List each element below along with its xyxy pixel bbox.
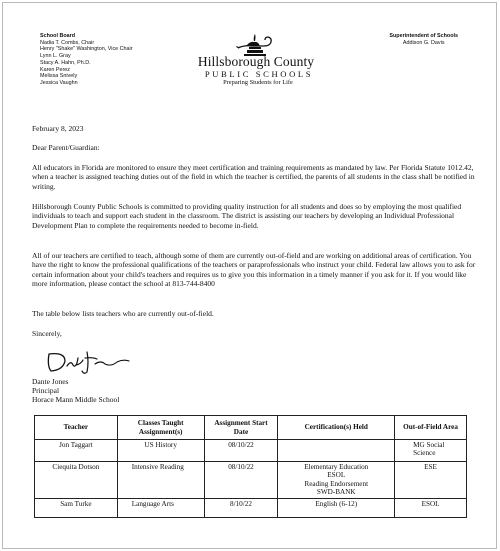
- logo-tagline: Preparing Students for Life: [223, 79, 293, 86]
- certification-item: English (6-12): [315, 500, 358, 508]
- table-header-row: [35, 416, 467, 440]
- table-row: [35, 462, 467, 499]
- letter-paragraph: All of our teachers are certified to teach, although some of them are currently out-of-field and are working on additional areas of certification. You have the right to know the professional qualifications of the teachers or paraprofessionals who instruct your child. Federal law allows you to ask for certain information about your child's teachers and requires us to give you this information in a timely manner if you ask for it. If you would like more information, please contact the school at 813-744-8400: [32, 251, 476, 289]
- logo-public-schools: PUBLIC SCHOOLS: [204, 69, 314, 79]
- cell-classes: US History: [117, 440, 204, 462]
- certification-item: SWD-BANK: [316, 488, 356, 497]
- school-name: Horace Mann Middle School: [32, 395, 120, 405]
- out-of-field-table: [34, 415, 467, 518]
- letter-date: February 8, 2023: [32, 124, 84, 133]
- cell-classes: Language Arts: [117, 499, 204, 518]
- board-member: Lynn L. Gray: [40, 53, 71, 60]
- certification-item: ESOL: [327, 471, 346, 480]
- letter-greeting: Dear Parent/Guardian:: [32, 143, 100, 152]
- handwritten-signature: [43, 346, 133, 376]
- certification-item: Elementary Education: [304, 463, 369, 471]
- board-member: Melissa Snively: [40, 73, 78, 80]
- signer-title: Principal: [32, 386, 60, 396]
- cell-start-date: 08/10/22: [204, 440, 278, 462]
- superintendent-name: Addison G. Davis: [402, 39, 445, 46]
- cell-certifications: [278, 440, 395, 462]
- cell-teacher: Sam Turke: [35, 499, 118, 518]
- board-member: Stacy A. Hahn, Ph.D.: [40, 59, 91, 66]
- certification-item: Reading Endorsement: [304, 479, 369, 488]
- district-logo: [181, 33, 331, 87]
- cell-out-of-field-area: MG Social Science: [395, 440, 467, 462]
- table-row: [35, 440, 467, 462]
- cell-teacher: Jon Taggart: [35, 440, 118, 462]
- cell-classes: Intensive Reading: [117, 462, 204, 499]
- superintendent-block: [389, 33, 458, 46]
- cell-certifications: [278, 462, 395, 499]
- board-member: Nadia T. Combs, Chair: [40, 39, 95, 46]
- cell-out-of-field-area: ESOL: [395, 499, 467, 518]
- board-member: Henry "Shake" Washington, Vice Chair: [40, 46, 133, 53]
- school-board-list: [40, 33, 133, 87]
- header-certifications: Certification(s) Held: [278, 416, 395, 440]
- cell-out-of-field-area: ESE: [395, 462, 467, 499]
- superintendent-title: Superintendent of Schools: [389, 33, 458, 39]
- cell-start-date: 08/10/22: [204, 462, 278, 499]
- letter-closing: Sincerely,: [32, 329, 62, 338]
- letter-paragraph: All educators in Florida are monitored to ensure they meet certification and training requirements as mandated by law. Per Florida Statute 1012.42, when a teacher is assigned teaching duties out of the field in which the teacher is certified, the parents of all students in the class shall be notified in writing.: [32, 163, 475, 191]
- cell-teacher: Ciequita Dotson: [35, 462, 118, 499]
- header-out-of-field-area: Out-of-Field Area: [395, 416, 467, 440]
- header-classes: Classes Taught Assignment(s): [117, 416, 204, 440]
- board-member: Karen Perez: [40, 66, 70, 73]
- board-member: Jessica Vaughn: [40, 79, 78, 86]
- letter-paragraph: The table below lists teachers who are currently out-of-field.: [32, 309, 214, 318]
- signer-name: Dante Jones: [32, 377, 69, 386]
- cell-certifications: [278, 499, 395, 518]
- header-start-date: Assignment Start Date: [204, 416, 278, 440]
- table-row: [35, 499, 467, 518]
- logo-county-name: Hillsborough County: [197, 54, 315, 69]
- school-board-title: School Board: [40, 33, 76, 39]
- header-teacher: Teacher: [35, 416, 118, 440]
- letter-paragraph: Hillsborough County Public Schools is committed to providing quality instruction for all students and does so by employing the most qualified individuals to teach and support each student in the classroom. The district is assisting our teachers by developing an Individual Professional Development Plan to complete the requirements needed to become in-field.: [32, 202, 462, 230]
- cell-start-date: 8/10/22: [204, 499, 278, 518]
- letter-page: [2, 2, 497, 549]
- signature-block: [32, 377, 479, 405]
